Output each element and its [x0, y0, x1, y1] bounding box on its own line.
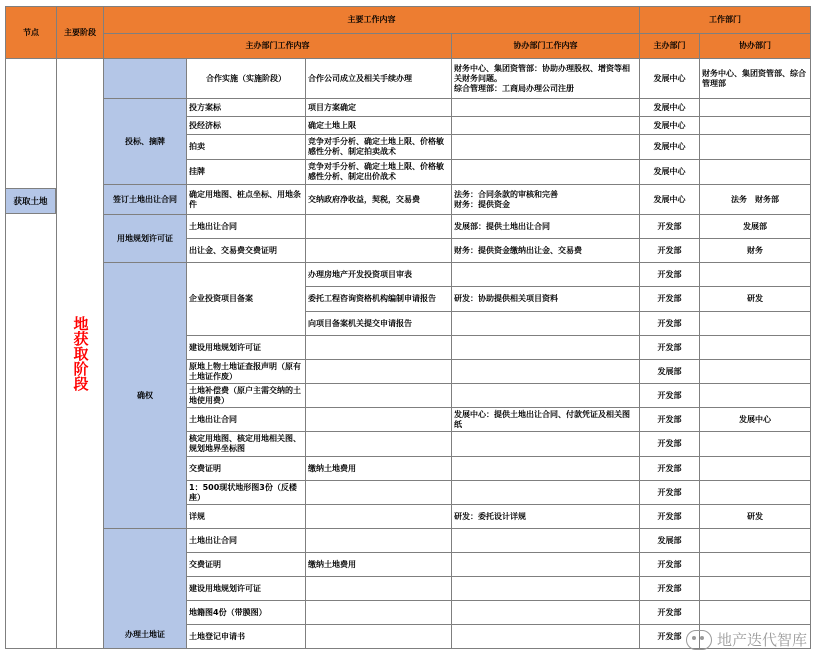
- assist-content-cell: [452, 457, 640, 481]
- assist-content-cell: [452, 99, 640, 117]
- assist-dept-cell: [700, 529, 811, 553]
- main-dept-cell: 开发部: [640, 625, 700, 649]
- main-content-cell: [306, 360, 452, 384]
- header-node: 节点: [6, 7, 57, 59]
- group-confirm: 确权: [104, 263, 187, 529]
- assist-content-cell: 研发：协助提供相关项目资料: [452, 287, 640, 312]
- stage-label: 地获取阶段: [71, 316, 90, 391]
- main-dept-cell: 开发部: [640, 577, 700, 601]
- header-stage: 主要阶段: [57, 7, 104, 59]
- main-content-cell: [306, 529, 452, 553]
- task-cell: 1：500现状地形图3份（反楼座）: [187, 481, 306, 505]
- assist-dept-cell: [700, 160, 811, 185]
- assist-dept-cell: [700, 99, 811, 117]
- main-content-cell: [306, 505, 452, 529]
- main-content-cell: [306, 625, 452, 649]
- group-permit: 用地规划许可证: [104, 215, 187, 263]
- task-cell: 交费证明: [187, 457, 306, 481]
- task-cell: 投方案标: [187, 99, 306, 117]
- header-main-dept: 主办部门: [640, 34, 700, 59]
- main-dept-cell: 开发部: [640, 239, 700, 263]
- main-dept-cell: 开发部: [640, 505, 700, 529]
- main-content-cell: 合作公司成立及相关手续办理: [306, 59, 452, 99]
- main-dept-cell: 开发部: [640, 457, 700, 481]
- task-cell: 出让金、交易费交费证明: [187, 239, 306, 263]
- assist-dept-cell: [700, 384, 811, 408]
- main-content-cell: [306, 408, 452, 432]
- assist-content-cell: 发展部：提供土地出让合同: [452, 215, 640, 239]
- assist-dept-cell: 研发: [700, 505, 811, 529]
- header-work-dept: 工作部门: [640, 7, 811, 34]
- assist-dept-cell: [700, 336, 811, 360]
- main-dept-cell: 发展中心: [640, 99, 700, 117]
- main-dept-cell: 开发部: [640, 408, 700, 432]
- assist-content-cell: [452, 625, 640, 649]
- assist-content-cell: [452, 529, 640, 553]
- task-cell: 土地出让合同: [187, 529, 306, 553]
- main-content-cell: 办理房地产开发投资项目审表: [306, 263, 452, 287]
- task-cell: 合作实施（实施阶段）: [187, 59, 306, 99]
- assist-content-cell: [452, 360, 640, 384]
- main-dept-cell: 开发部: [640, 601, 700, 625]
- task-cell: 土地补偿费（原户主需交纳的土地使用费）: [187, 384, 306, 408]
- header-main-content: 主要工作内容: [104, 7, 640, 34]
- group-certificate: 办理土地证: [104, 529, 187, 649]
- node-label-text: 获取土地: [13, 197, 48, 207]
- node-label: [5, 188, 56, 214]
- stage-cell: [57, 59, 104, 649]
- assist-dept-cell: [700, 263, 811, 287]
- main-content-cell: 竞争对手分析、确定土地上限、价格敏感性分析、制定拍卖战术: [306, 135, 452, 160]
- main-content-cell: [306, 336, 452, 360]
- node-cell-bottom: [6, 215, 57, 649]
- assist-content-cell: 财务中心、集团资管部：协助办理股权、增资等相关财务问题。 综合管理部：工商局办理公司注册: [452, 59, 640, 99]
- assist-dept-cell: [700, 312, 811, 336]
- assist-content-cell: [452, 135, 640, 160]
- assist-dept-cell: 研发: [700, 287, 811, 312]
- main-dept-cell: 发展中心: [640, 59, 700, 99]
- assist-content-cell: [452, 336, 640, 360]
- assist-dept-cell: [700, 481, 811, 505]
- main-content-cell: 交纳政府净收益，契税，交易费: [306, 185, 452, 215]
- main-dept-cell: 开发部: [640, 287, 700, 312]
- group-bid: 投标、摘牌: [104, 99, 187, 185]
- task-cell: 建设用地规划许可证: [187, 336, 306, 360]
- main-content-cell: 缴纳土地费用: [306, 457, 452, 481]
- assist-dept-cell: [700, 432, 811, 457]
- assist-content-cell: [452, 577, 640, 601]
- main-content-cell: [306, 481, 452, 505]
- wechat-icon: [686, 630, 712, 650]
- task-cell: 确定用地图、桩点坐标、用地条件: [187, 185, 306, 215]
- task-cell: 原地上物土地证查报声明（原有土地证作废）: [187, 360, 306, 384]
- assist-dept-cell: [700, 457, 811, 481]
- watermark: [686, 629, 807, 650]
- task-cell: 投经济标: [187, 117, 306, 135]
- main-dept-cell: 开发部: [640, 312, 700, 336]
- assist-content-cell: [452, 432, 640, 457]
- task-cell: 企业投资项目备案: [187, 263, 306, 336]
- task-cell: 交费证明: [187, 553, 306, 577]
- group-blank: [104, 59, 187, 99]
- assist-content-cell: [452, 263, 640, 287]
- task-cell: 拍卖: [187, 135, 306, 160]
- task-cell: 挂牌: [187, 160, 306, 185]
- main-dept-cell: 发展部: [640, 360, 700, 384]
- watermark-text: 地产迭代智库: [716, 631, 807, 649]
- task-cell: 建设用地规划许可证: [187, 577, 306, 601]
- assist-dept-cell: [700, 135, 811, 160]
- assist-content-cell: [452, 481, 640, 505]
- assist-content-cell: [452, 601, 640, 625]
- assist-content-cell: 法务：合同条款的审核和完善 财务：提供资金: [452, 185, 640, 215]
- task-cell: 地籍图4份（带膜图）: [187, 601, 306, 625]
- main-content-cell: [306, 239, 452, 263]
- assist-content-cell: 研发：委托设计详规: [452, 505, 640, 529]
- main-content-cell: [306, 384, 452, 408]
- main-content-cell: 确定土地上限: [306, 117, 452, 135]
- assist-content-cell: [452, 160, 640, 185]
- main-dept-cell: 发展中心: [640, 135, 700, 160]
- assist-content-cell: [452, 384, 640, 408]
- assist-content-cell: 财务：提供资金缴纳出让金、交易费: [452, 239, 640, 263]
- header-assist-dept: 协办部门: [700, 34, 811, 59]
- assist-dept-cell: [700, 360, 811, 384]
- main-dept-cell: 开发部: [640, 432, 700, 457]
- assist-dept-cell: [700, 577, 811, 601]
- assist-content-cell: [452, 117, 640, 135]
- main-dept-cell: 开发部: [640, 481, 700, 505]
- main-dept-cell: 发展中心: [640, 160, 700, 185]
- assist-dept-cell: 法务 财务部: [700, 185, 811, 215]
- header-assist-dept-content: 协办部门工作内容: [452, 34, 640, 59]
- main-content-cell: [306, 432, 452, 457]
- assist-dept-cell: 发展中心: [700, 408, 811, 432]
- main-content-cell: 缴纳土地费用: [306, 553, 452, 577]
- main-dept-cell: 发展部: [640, 529, 700, 553]
- main-dept-cell: 开发部: [640, 553, 700, 577]
- assist-dept-cell: 财务: [700, 239, 811, 263]
- main-content-cell: 项目方案确定: [306, 99, 452, 117]
- main-dept-cell: 开发部: [640, 215, 700, 239]
- main-content-cell: 竞争对手分析、确定土地上限、价格敏感性分析、制定出价战术: [306, 160, 452, 185]
- work-content-table: [5, 6, 811, 649]
- header-main-dept-content: 主办部门工作内容: [104, 34, 452, 59]
- main-content-cell: [306, 601, 452, 625]
- assist-content-cell: [452, 312, 640, 336]
- assist-dept-cell: 财务中心、集团资管部、综合管理部: [700, 59, 811, 99]
- assist-content-cell: [452, 553, 640, 577]
- task-cell: 土地出让合同: [187, 215, 306, 239]
- main-dept-cell: 开发部: [640, 384, 700, 408]
- task-cell: 核定用地图、核定用地相关图、规划地界坐标图: [187, 432, 306, 457]
- main-content-cell: [306, 577, 452, 601]
- assist-dept-cell: [700, 553, 811, 577]
- task-cell: 详规: [187, 505, 306, 529]
- assist-dept-cell: 发展部: [700, 215, 811, 239]
- main-content-cell: 向项目备案机关提交申请报告: [306, 312, 452, 336]
- assist-content-cell: 发展中心：提供土地出让合同、付款凭证及相关图纸: [452, 408, 640, 432]
- main-dept-cell: 发展中心: [640, 117, 700, 135]
- assist-dept-cell: [700, 601, 811, 625]
- main-content-cell: [306, 215, 452, 239]
- main-dept-cell: 开发部: [640, 336, 700, 360]
- main-content-cell: 委托工程咨询资格机构编制申请报告: [306, 287, 452, 312]
- task-cell: 土地登记申请书: [187, 625, 306, 649]
- task-cell: 土地出让合同: [187, 408, 306, 432]
- assist-dept-cell: [700, 117, 811, 135]
- group-sign: 签订土地出让合同: [104, 185, 187, 215]
- main-dept-cell: 发展中心: [640, 185, 700, 215]
- main-dept-cell: 开发部: [640, 263, 700, 287]
